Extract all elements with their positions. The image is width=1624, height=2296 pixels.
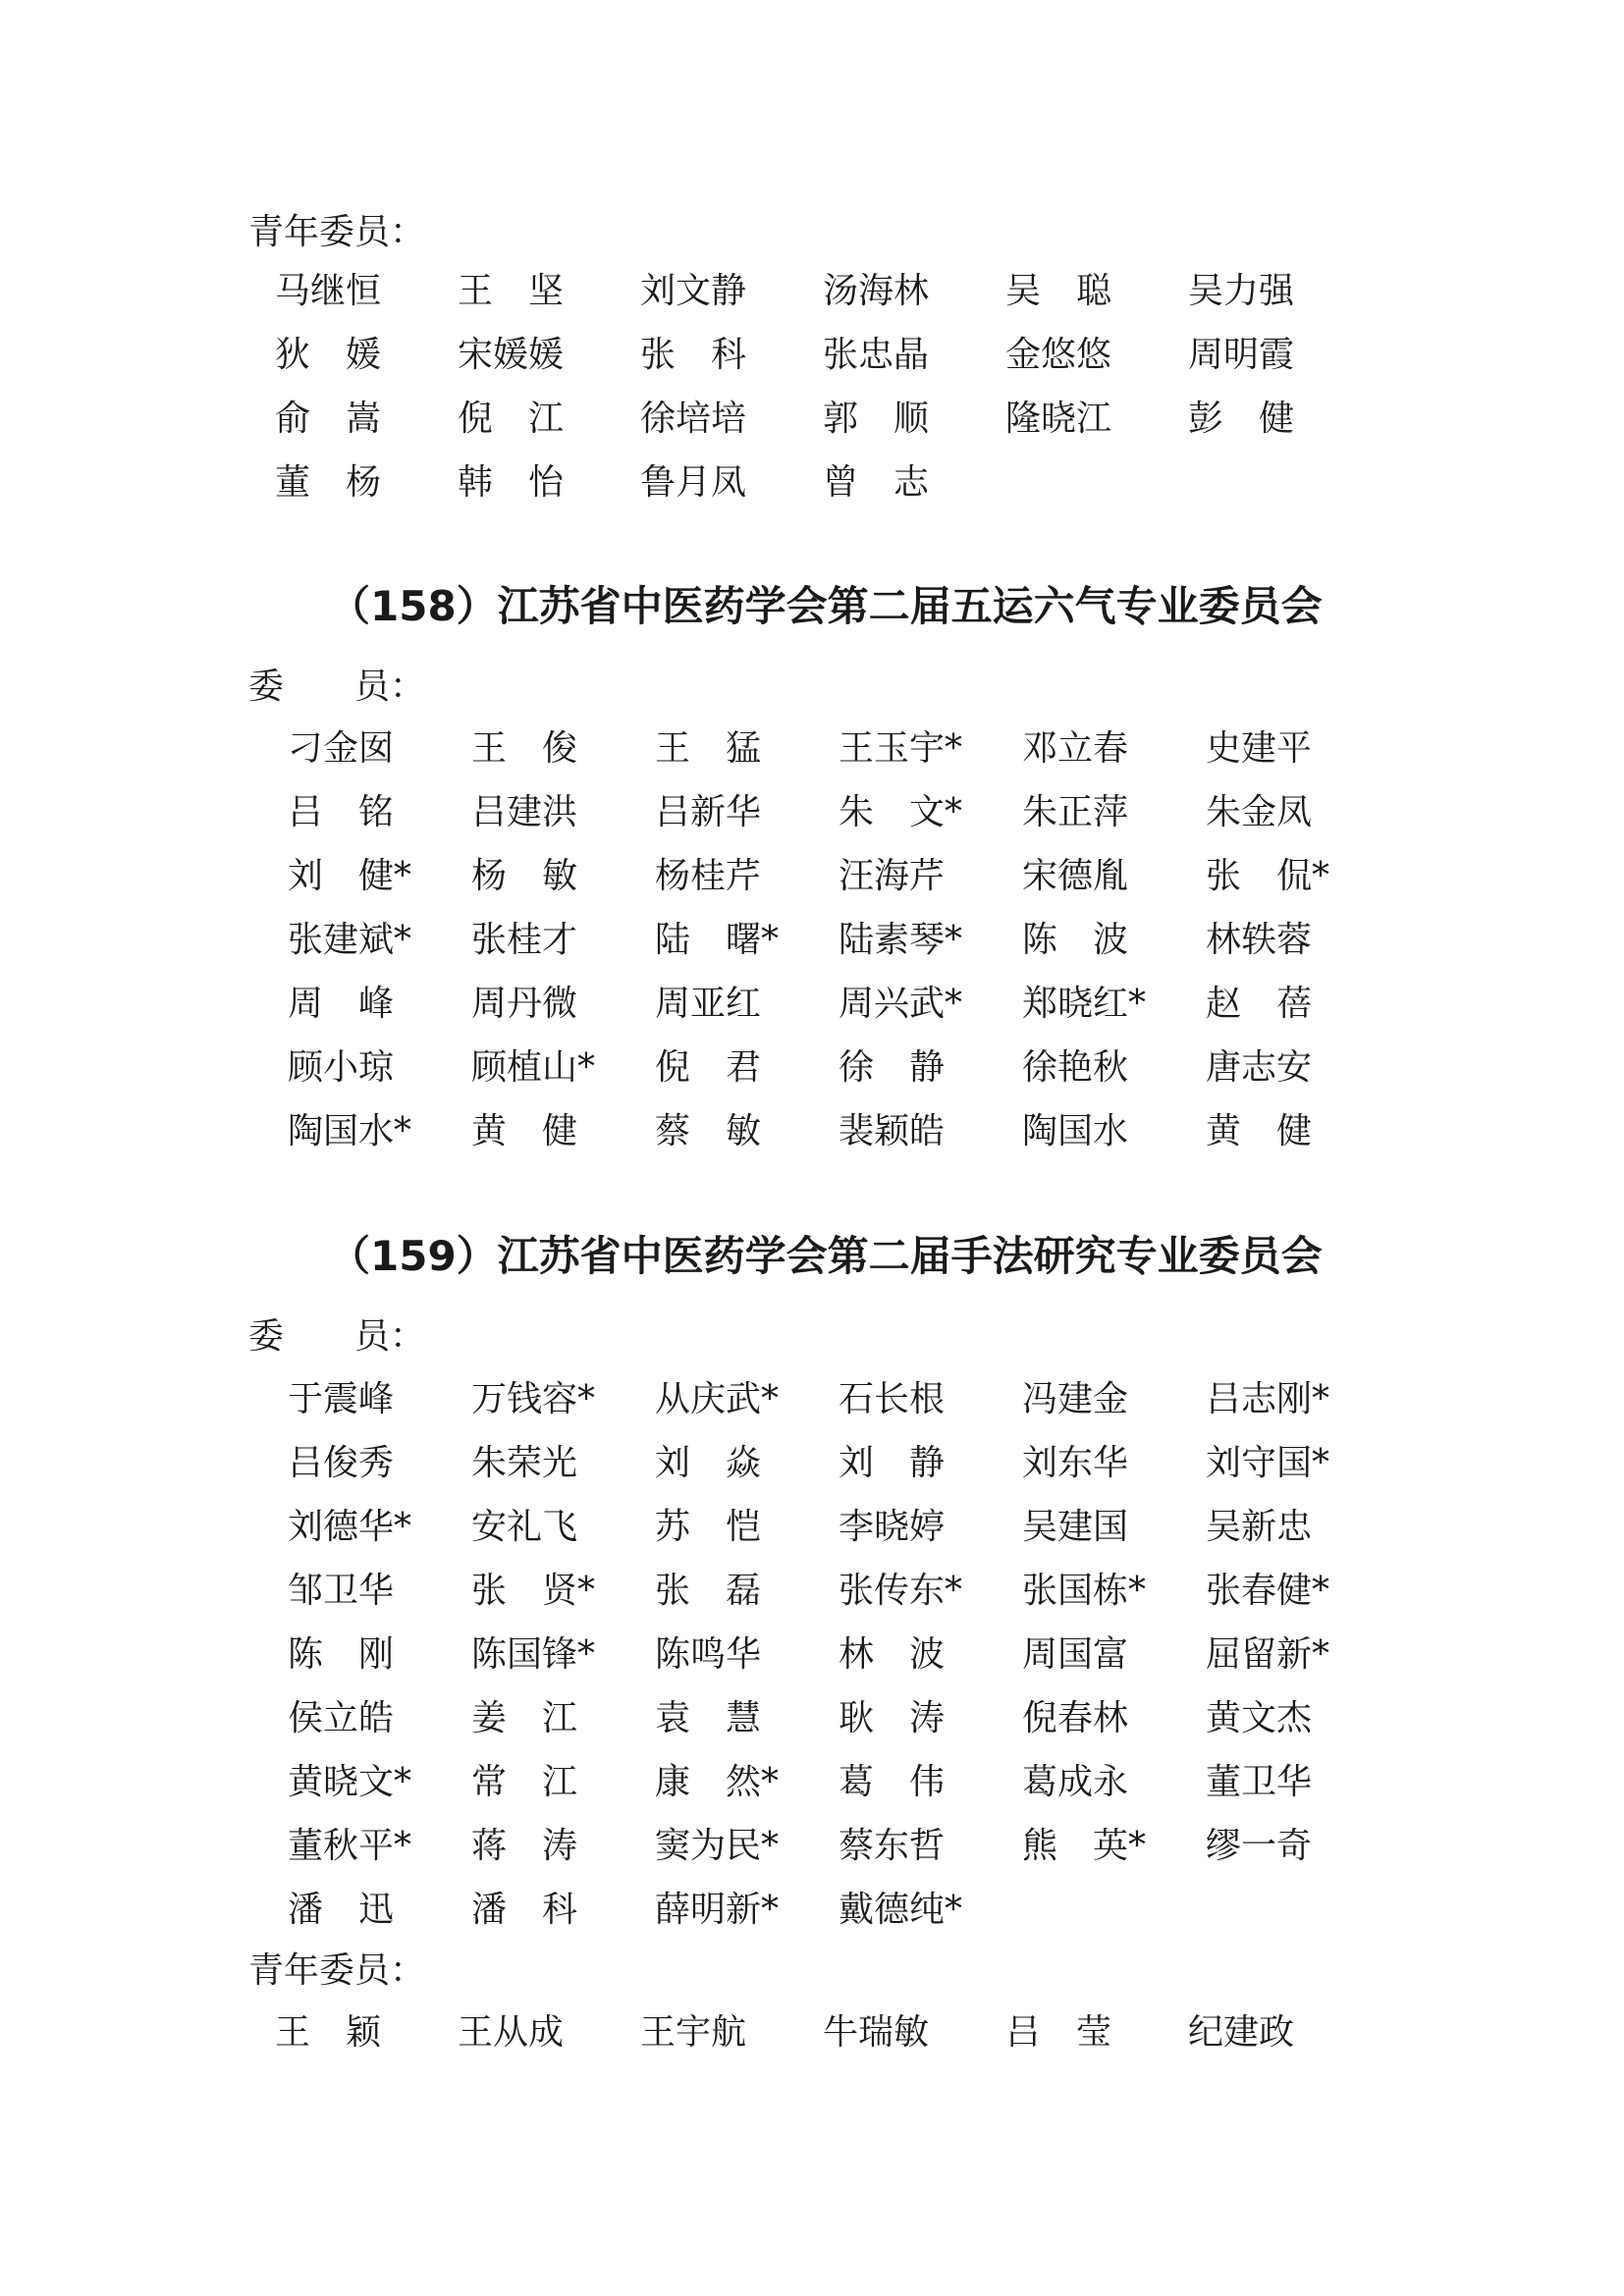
member-name: 汤海林 [823, 271, 930, 311]
member-name: 陈鸣华 [655, 1634, 762, 1675]
member-name: 从庆武* [655, 1379, 780, 1419]
member-name: 周国富 [1022, 1634, 1129, 1675]
member-name: 赵 蓓 [1206, 984, 1313, 1024]
member-name: 张 科 [640, 335, 747, 375]
member-name: 王从成 [458, 2012, 565, 2053]
member-name: 吴 聪 [1005, 271, 1112, 311]
member-name: 潘 科 [471, 1890, 578, 1930]
member-name: 潘 迅 [288, 1890, 395, 1930]
member-name: 倪 君 [655, 1047, 762, 1088]
youth-members-grid [275, 259, 1371, 514]
member-name: 葛成永 [1022, 1762, 1129, 1802]
member-name: 蒋 涛 [471, 1826, 578, 1866]
youth-members-label: 青年委员： [248, 212, 426, 252]
member-name: 蔡东哲 [839, 1826, 946, 1866]
member-name: 韩 怡 [458, 462, 565, 503]
member-name: 郑晓红* [1022, 984, 1147, 1024]
member-name: 吕新华 [655, 792, 762, 832]
member-name: 朱正萍 [1022, 792, 1129, 832]
member-name: 汪海芹 [839, 856, 946, 896]
member-name: 王宇航 [640, 2012, 747, 2053]
members-grid-158 [288, 717, 1389, 1163]
member-name: 纪建政 [1188, 2012, 1295, 2053]
member-name: 于震峰 [288, 1379, 395, 1419]
member-name: 陆 曙* [655, 920, 780, 960]
member-name: 吕 莹 [1005, 2012, 1112, 2053]
member-name: 朱 文* [839, 792, 963, 832]
member-name: 周丹微 [471, 984, 578, 1024]
member-name: 陈 刚 [288, 1634, 395, 1675]
member-name: 朱金凤 [1206, 792, 1313, 832]
member-name: 张建斌* [288, 920, 412, 960]
member-name: 曾 志 [823, 462, 930, 503]
member-name: 石长根 [839, 1379, 946, 1419]
member-name: 张传东* [839, 1571, 963, 1611]
member-name: 王 俊 [471, 728, 578, 769]
member-name: 黄 健 [1206, 1111, 1313, 1151]
member-name: 宋媛媛 [458, 335, 565, 375]
member-name: 蔡 敏 [655, 1111, 762, 1151]
member-name: 王 猛 [655, 728, 762, 769]
member-name: 隆晓江 [1005, 399, 1112, 439]
member-name: 袁 慧 [655, 1698, 762, 1738]
member-name: 吕俊秀 [288, 1443, 395, 1483]
member-name: 王玉宇* [839, 728, 963, 769]
member-name: 宋德胤 [1022, 856, 1129, 896]
member-name: 刘 健* [288, 856, 412, 896]
member-name: 张 磊 [655, 1571, 762, 1611]
member-name: 侯立皓 [288, 1698, 395, 1738]
member-name: 刘 焱 [655, 1443, 762, 1483]
members-grid-159 [288, 1367, 1389, 1942]
member-name: 屈留新* [1206, 1634, 1330, 1675]
member-name: 缪一奇 [1206, 1826, 1313, 1866]
member-name: 刘 静 [839, 1443, 946, 1483]
member-name: 黄晓文* [288, 1762, 412, 1802]
member-name: 董卫华 [1206, 1762, 1313, 1802]
member-name: 张忠晶 [823, 335, 930, 375]
member-name: 吕建洪 [471, 792, 578, 832]
member-name: 张春健* [1206, 1571, 1330, 1611]
member-name: 熊 英* [1022, 1826, 1147, 1866]
member-name: 狄 媛 [275, 335, 382, 375]
member-name: 金悠悠 [1005, 335, 1112, 375]
member-name: 鲁月凤 [640, 462, 747, 503]
member-name: 陈 波 [1022, 920, 1129, 960]
member-name: 倪 江 [458, 399, 565, 439]
member-name: 林 波 [839, 1634, 946, 1675]
youth-members-grid-159 [275, 2001, 1371, 2064]
member-name: 吕 铭 [288, 792, 395, 832]
member-name: 徐 静 [839, 1047, 946, 1088]
member-name: 张国栋* [1022, 1571, 1147, 1611]
member-name: 薛明新* [655, 1890, 780, 1930]
member-name: 王 颖 [275, 2012, 382, 2053]
member-name: 顾小琼 [288, 1047, 395, 1088]
member-name: 刘文静 [640, 271, 747, 311]
member-name: 周兴武* [839, 984, 963, 1024]
section-heading-159: （159）江苏省中医药学会第二届手法研究专业委员会 [329, 1232, 1323, 1280]
members-label-158: 委 员： [248, 667, 426, 707]
member-name: 林轶蓉 [1206, 920, 1313, 960]
member-name: 董 杨 [275, 462, 382, 503]
member-name: 周亚红 [655, 984, 762, 1024]
member-name: 刘东华 [1022, 1443, 1129, 1483]
member-name: 刁金囡 [288, 728, 395, 769]
member-name: 陆素琴* [839, 920, 963, 960]
member-name: 葛 伟 [839, 1762, 946, 1802]
member-name: 杨 敏 [471, 856, 578, 896]
member-name: 常 江 [471, 1762, 578, 1802]
member-name: 刘德华* [288, 1507, 412, 1547]
member-name: 顾植山* [471, 1047, 596, 1088]
member-name: 苏 恺 [655, 1507, 762, 1547]
member-name: 康 然* [655, 1762, 780, 1802]
member-name: 邓立春 [1022, 728, 1129, 769]
member-name: 邹卫华 [288, 1571, 395, 1611]
member-name: 张桂才 [471, 920, 578, 960]
member-name: 张 侃* [1206, 856, 1330, 896]
member-name: 陶国水* [288, 1111, 412, 1151]
member-name: 李晓婷 [839, 1507, 946, 1547]
member-name: 窦为民* [655, 1826, 780, 1866]
member-name: 马继恒 [275, 271, 382, 311]
member-name: 刘守国* [1206, 1443, 1330, 1483]
member-name: 王 坚 [458, 271, 565, 311]
member-name: 史建平 [1206, 728, 1313, 769]
member-name: 陈国锋* [471, 1634, 596, 1675]
member-name: 姜 江 [471, 1698, 578, 1738]
member-name: 郭 顺 [823, 399, 930, 439]
member-name: 张 贤* [471, 1571, 596, 1611]
member-name: 彭 健 [1188, 399, 1295, 439]
member-name: 黄文杰 [1206, 1698, 1313, 1738]
members-label-159: 委 员： [248, 1316, 426, 1357]
member-name: 耿 涛 [839, 1698, 946, 1738]
member-name: 裴颖皓 [839, 1111, 946, 1151]
member-name: 吴建国 [1022, 1507, 1129, 1547]
member-name: 周明霞 [1188, 335, 1295, 375]
member-name: 陶国水 [1022, 1111, 1129, 1151]
member-name: 杨桂芹 [655, 856, 762, 896]
member-name: 朱荣光 [471, 1443, 578, 1483]
member-name: 万钱容* [471, 1379, 596, 1419]
member-name: 吴新忠 [1206, 1507, 1313, 1547]
member-name: 戴德纯* [839, 1890, 963, 1930]
youth-members-label-159: 青年委员： [248, 1950, 426, 1991]
member-name: 唐志安 [1206, 1047, 1313, 1088]
section-heading-158: （158）江苏省中医药学会第二届五运六气专业委员会 [329, 582, 1323, 630]
member-name: 徐艳秋 [1022, 1047, 1129, 1088]
member-name: 董秋平* [288, 1826, 412, 1866]
member-name: 牛瑞敏 [823, 2012, 930, 2053]
member-name: 周 峰 [288, 984, 395, 1024]
member-name: 吕志刚* [1206, 1379, 1330, 1419]
member-name: 冯建金 [1022, 1379, 1129, 1419]
member-name: 黄 健 [471, 1111, 578, 1151]
member-name: 俞 嵩 [275, 399, 382, 439]
member-name: 安礼飞 [471, 1507, 578, 1547]
member-name: 倪春林 [1022, 1698, 1129, 1738]
member-name: 徐培培 [640, 399, 747, 439]
member-name: 吴力强 [1188, 271, 1295, 311]
